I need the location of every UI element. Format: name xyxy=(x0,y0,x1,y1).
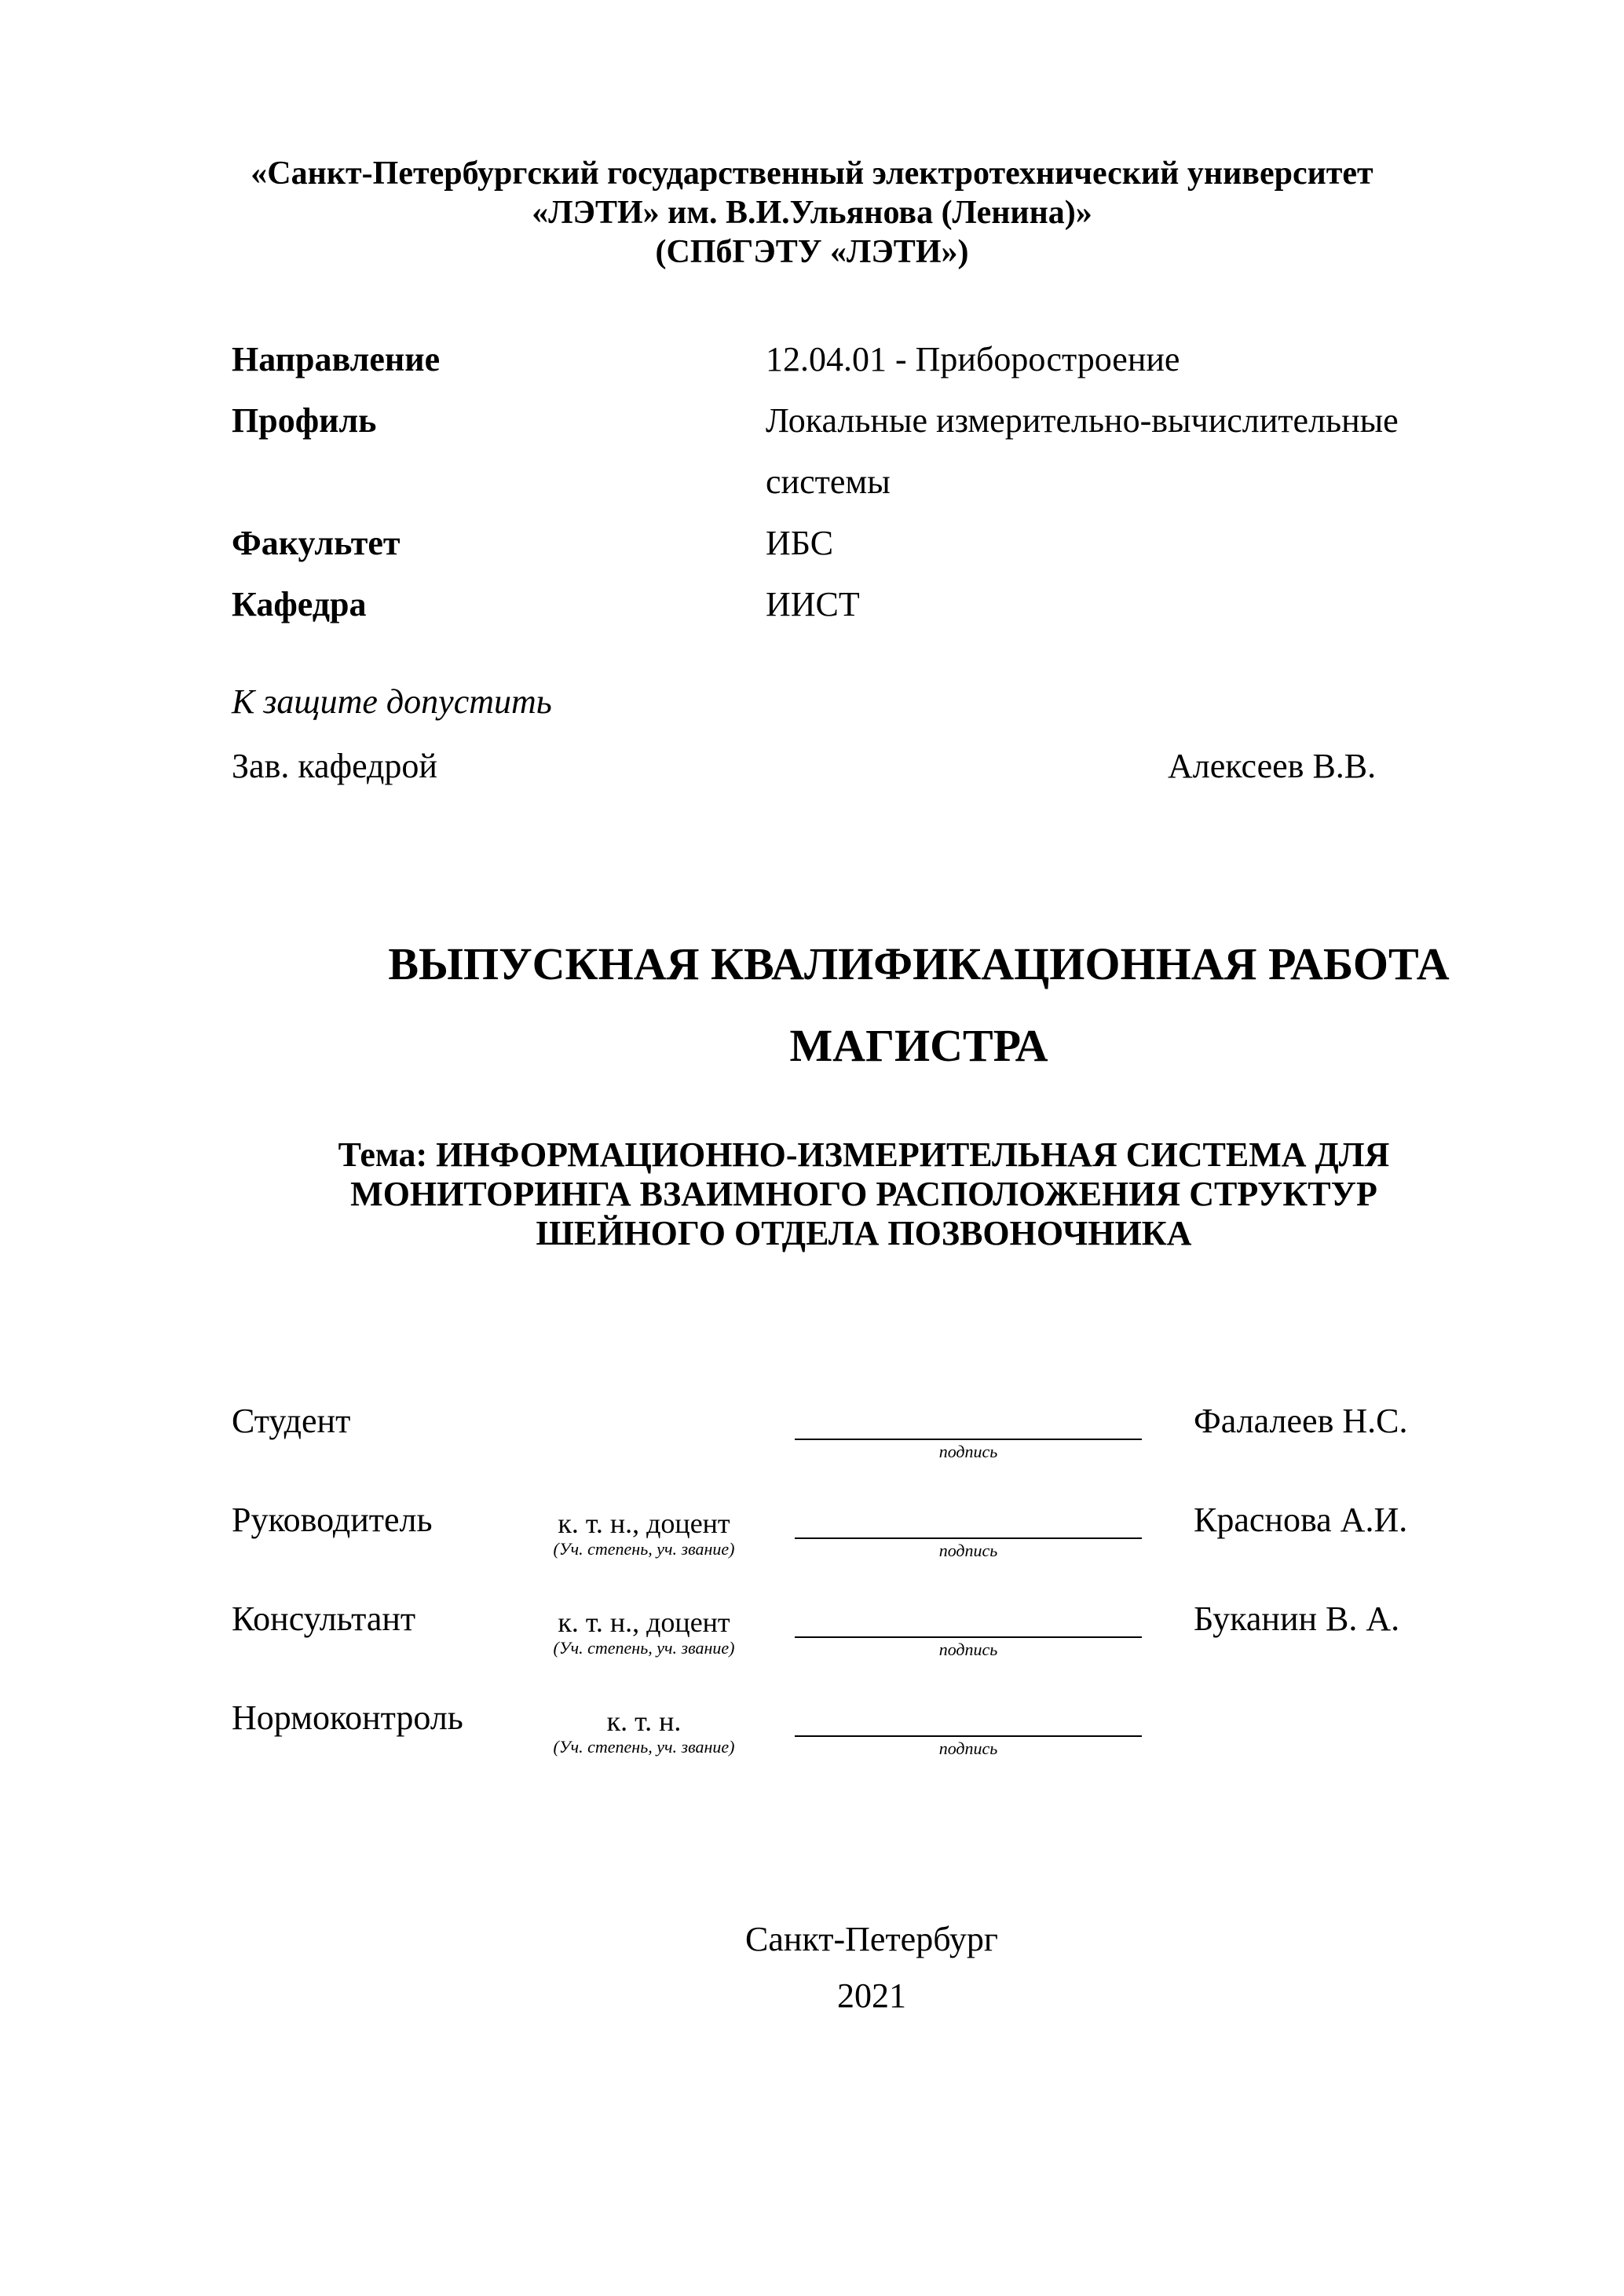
university-name-line2: «ЛЭТИ» им. В.И.Ульянова (Ленина)» xyxy=(532,195,1092,231)
student-signature-hint: подпись xyxy=(938,1442,998,1461)
consultant-name: Буканин В. А. xyxy=(1194,1600,1400,1638)
consultant-degree-hint: (Уч. степень, уч. звание) xyxy=(553,1638,735,1658)
supervisor-name: Краснова А.И. xyxy=(1194,1501,1408,1539)
direction-label: Направление xyxy=(232,340,441,378)
normcontrol-degree-hint: (Уч. степень, уч. звание) xyxy=(553,1737,735,1757)
faculty-label: Факультет xyxy=(232,524,401,562)
work-title-line2: МАГИСТРА xyxy=(789,1020,1048,1071)
profile-value-line2: системы xyxy=(766,462,891,501)
profile-value-line1: Локальные измерительно-вычислительные xyxy=(766,401,1399,440)
admission-text: К защите допустить xyxy=(232,682,552,721)
normcontrol-degree: к. т. н. xyxy=(606,1706,682,1737)
topic-line1: Тема: ИНФОРМАЦИОННО-ИЗМЕРИТЕЛЬНАЯ СИСТЕМА ДЛЯ xyxy=(338,1135,1390,1174)
topic-line2: МОНИТОРИНГА ВЗАИМНОГО РАСПОЛОЖЕНИЯ СТРУКТУР xyxy=(350,1175,1377,1213)
university-header xyxy=(0,154,1624,272)
topic xyxy=(196,1135,1531,1253)
normcontrol-signature-line xyxy=(795,1735,1142,1737)
normcontrol-signature-hint: подпись xyxy=(938,1738,998,1758)
university-abbreviation: (СПбГЭТУ «ЛЭТИ») xyxy=(655,234,969,270)
work-title xyxy=(314,923,1523,1087)
supervisor-degree-hint: (Уч. степень, уч. звание) xyxy=(553,1539,735,1559)
consultant-role: Консультант xyxy=(232,1600,416,1638)
direction-value: 12.04.01 - Приборостроение xyxy=(766,340,1180,378)
profile-label: Профиль xyxy=(232,401,377,440)
supervisor-role: Руководитель xyxy=(232,1501,433,1539)
head-of-department-name: Алексеев В.В. xyxy=(1168,747,1377,785)
consultant-degree: к. т. н., доцент xyxy=(558,1607,730,1638)
department-label: Кафедра xyxy=(232,585,367,623)
head-of-department-label: Зав. кафедрой xyxy=(232,747,437,785)
work-title-line1: ВЫПУСКНАЯ КВАЛИФИКАЦИОННАЯ РАБОТА xyxy=(388,938,1450,989)
student-role: Студент xyxy=(232,1402,351,1440)
normcontrol-role: Нормоконтроль xyxy=(232,1698,463,1737)
faculty-value: ИБС xyxy=(766,524,834,562)
consultant-signature-line xyxy=(795,1636,1142,1638)
topic-line3: ШЕЙНОГО ОТДЕЛА ПОЗВОНОЧНИКА xyxy=(536,1214,1192,1252)
department-value: ИИСТ xyxy=(766,585,860,623)
student-name: Фалалеев Н.С. xyxy=(1194,1402,1408,1440)
supervisor-signature-line xyxy=(795,1537,1142,1539)
university-name-line1: «Санкт-Петербургский государственный электротехнический университет xyxy=(251,155,1373,192)
supervisor-degree: к. т. н., доцент xyxy=(558,1508,730,1539)
year: 2021 xyxy=(837,1976,906,2015)
city: Санкт-Петербург xyxy=(745,1920,998,1958)
student-signature-line xyxy=(795,1439,1142,1440)
supervisor-signature-hint: подпись xyxy=(938,1541,998,1560)
consultant-signature-hint: подпись xyxy=(938,1640,998,1659)
